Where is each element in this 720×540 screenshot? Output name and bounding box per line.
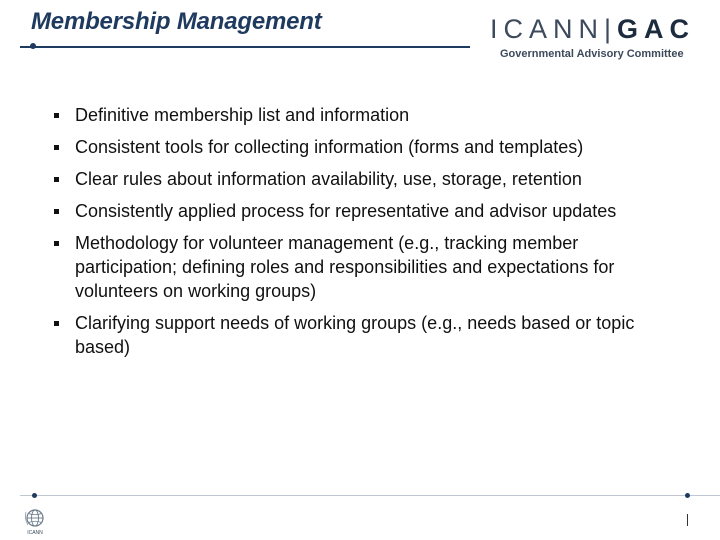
brand-wordmark (490, 14, 700, 44)
bullet-list (54, 103, 674, 367)
bullet-square-icon (54, 209, 59, 214)
bullet-square-icon (54, 145, 59, 150)
footer-logo-text: ICANN (27, 530, 43, 536)
bullet-text: Consistent tools for collecting information (forms and templates) (75, 137, 584, 157)
bullet-text: Clear rules about information availability, use, storage, retention (75, 169, 582, 189)
bullet-text: Clarifying support needs of working groups (e.g., needs based or topic based) (75, 313, 635, 357)
brand-separator: | (604, 14, 618, 44)
bullet-item (54, 311, 674, 359)
bullet-item (54, 103, 674, 127)
bullet-square-icon (54, 177, 59, 182)
bullet-square-icon (54, 321, 59, 326)
bullet-text: Definitive membership list and information (75, 105, 410, 125)
bullet-text: Methodology for volunteer management (e.g., tracking member participation; defining roles and responsibilities and expectations for volunteers on working groups) (75, 233, 615, 301)
footer-rule-right-dot (685, 493, 690, 498)
bullet-item (54, 231, 674, 303)
bullet-item (54, 135, 674, 159)
bullet-text: Consistently applied process for representative and advisor updates (75, 201, 617, 221)
brand-icann: ICANN (490, 14, 605, 44)
page-number-divider (687, 514, 688, 526)
brand-subtitle: Governmental Advisory Committee (500, 48, 684, 60)
slide-title: Membership Management (31, 8, 322, 35)
bullet-item (54, 199, 674, 223)
bullet-item (54, 167, 674, 191)
title-rule-dot (30, 43, 36, 49)
brand-gac: GAC (617, 14, 696, 44)
bullet-square-icon (54, 113, 59, 118)
title-underline (20, 46, 470, 48)
icann-globe-logo-icon (22, 506, 48, 536)
footer-rule-left-dot (32, 493, 37, 498)
icann-gac-logo (490, 14, 700, 60)
footer-rule (20, 495, 720, 496)
bullet-square-icon (54, 241, 59, 246)
